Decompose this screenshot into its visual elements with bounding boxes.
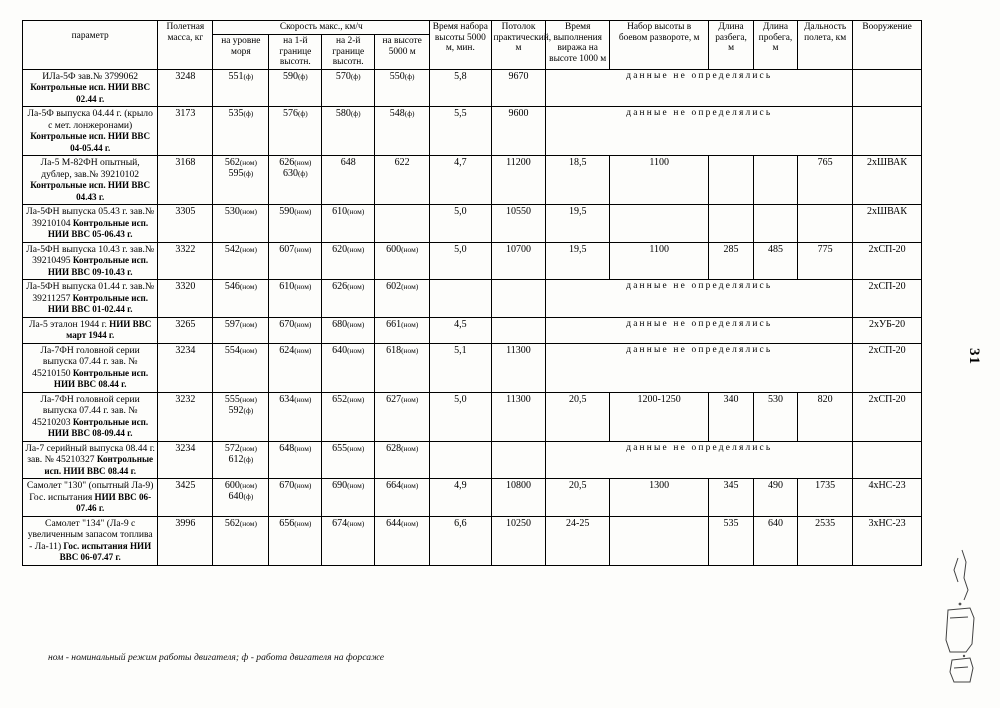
- cell-speed-boundary-1: 590(ф): [269, 69, 322, 107]
- cell-speed-boundary-1: 670(ном): [269, 479, 322, 517]
- cell-no-data-note: данные не определялись: [546, 280, 853, 318]
- cell-no-data-note: данные не определялись: [546, 107, 853, 156]
- cell-combat-climb: [609, 516, 708, 565]
- cell-landing-run: 485: [753, 242, 797, 280]
- cell-ceiling: 10700: [491, 242, 546, 280]
- cell-speed-boundary-1: 656(ном): [269, 516, 322, 565]
- header-speed-sea-level: на уровне моря: [213, 35, 269, 70]
- cell-aircraft-name: Ла-5ФН выпуска 05.43 г. зав.№ 39210104 Контрольные исп. НИИ ВВС 05-06.43 г.: [23, 205, 158, 243]
- header-speed-5000m: на высоте 5000 м: [375, 35, 430, 70]
- cell-combat-climb: [609, 205, 708, 243]
- cell-climb-time: 5,1: [430, 343, 491, 392]
- cell-takeoff-mass: 3248: [158, 69, 213, 107]
- cell-aircraft-name: Ла-7ФН головной серии выпуска 07.44 г. зав. № 45210150 Контрольные исп. НИИ ВВС 08.44 г.: [23, 343, 158, 392]
- header-landing-run: Длина пробега, м: [753, 21, 797, 70]
- cell-speed-sea-level: 572(ном) 612(ф): [213, 441, 269, 479]
- cell-armament: 2хШВАК: [853, 156, 922, 205]
- cell-speed-sea-level: 562(ном): [213, 516, 269, 565]
- cell-takeoff-mass: 3234: [158, 343, 213, 392]
- cell-ceiling: [491, 317, 546, 343]
- cell-speed-sea-level: 551(ф): [213, 69, 269, 107]
- cell-ceiling: 10800: [491, 479, 546, 517]
- cell-speed-5000m: 602(ном): [375, 280, 430, 318]
- cell-speed-sea-level: 535(ф): [213, 107, 269, 156]
- cell-takeoff-mass: 3305: [158, 205, 213, 243]
- cell-ceiling: 9670: [491, 69, 546, 107]
- cell-speed-5000m: 618(ном): [375, 343, 430, 392]
- cell-speed-boundary-1: 576(ф): [269, 107, 322, 156]
- header-takeoff-run: Длина разбега, м: [709, 21, 753, 70]
- cell-speed-5000m: 550(ф): [375, 69, 430, 107]
- cell-takeoff-mass: 3265: [158, 317, 213, 343]
- cell-ceiling: 9600: [491, 107, 546, 156]
- cell-no-data-note: данные не определялись: [546, 317, 853, 343]
- cell-landing-run: [753, 156, 797, 205]
- cell-speed-boundary-1: 610(ном): [269, 280, 322, 318]
- aircraft-spec-table: [22, 20, 922, 566]
- cell-aircraft-name: Самолет "130" (опытный Ла-9) Гос. испытания НИИ ВВС 06-07.46 г.: [23, 479, 158, 517]
- cell-armament: 2хСП-20: [853, 242, 922, 280]
- cell-speed-boundary-2: 640(ном): [322, 343, 375, 392]
- cell-speed-sea-level: 597(ном): [213, 317, 269, 343]
- table-row: [23, 280, 922, 318]
- cell-speed-boundary-2: 680(ном): [322, 317, 375, 343]
- cell-speed-sea-level: 546(ном): [213, 280, 269, 318]
- cell-ceiling: 11300: [491, 343, 546, 392]
- table-row: [23, 392, 922, 441]
- cell-speed-boundary-2: 648: [322, 156, 375, 205]
- table-row: [23, 69, 922, 107]
- cell-speed-5000m: 664(ном): [375, 479, 430, 517]
- cell-ceiling: 10250: [491, 516, 546, 565]
- cell-landing-run: 640: [753, 516, 797, 565]
- cell-armament: [853, 441, 922, 479]
- cell-climb-time: 4,7: [430, 156, 491, 205]
- cell-range: 2535: [798, 516, 853, 565]
- cell-armament: 4хНС-23: [853, 479, 922, 517]
- cell-turn-time: 20,5: [546, 392, 609, 441]
- table-footnote: ном - номинальный режим работы двигателя; ф - работа двигателя на форсаже: [48, 652, 385, 663]
- cell-speed-boundary-2: 652(ном): [322, 392, 375, 441]
- cell-aircraft-name: ИЛа-5Ф зав.№ 3799062 Контрольные исп. НИИ ВВС 02.44 г.: [23, 69, 158, 107]
- header-parameter: параметр: [23, 21, 158, 70]
- cell-speed-boundary-1: 634(ном): [269, 392, 322, 441]
- cell-range: 1735: [798, 479, 853, 517]
- cell-armament: 2хСП-20: [853, 392, 922, 441]
- cell-speed-boundary-2: 626(ном): [322, 280, 375, 318]
- cell-armament: 3хНС-23: [853, 516, 922, 565]
- cell-turn-time: 24-25: [546, 516, 609, 565]
- cell-range: 765: [798, 156, 853, 205]
- cell-speed-sea-level: 554(ном): [213, 343, 269, 392]
- cell-speed-boundary-1: 590(ном): [269, 205, 322, 243]
- cell-no-data-note: данные не определялись: [546, 69, 853, 107]
- cell-speed-boundary-2: 580(ф): [322, 107, 375, 156]
- cell-aircraft-name: Ла-5ФН выпуска 01.44 г. зав.№ 39211257 Контрольные исп. НИИ ВВС 01-02.44 г.: [23, 280, 158, 318]
- cell-speed-5000m: [375, 205, 430, 243]
- cell-takeoff-mass: 3234: [158, 441, 213, 479]
- cell-speed-boundary-2: 620(ном): [322, 242, 375, 280]
- cell-armament: 2хСП-20: [853, 343, 922, 392]
- cell-speed-sea-level: 600(ном) 640(ф): [213, 479, 269, 517]
- cell-takeoff-mass: 3425: [158, 479, 213, 517]
- header-combat-climb: Набор высоты в боевом развороте, м: [609, 21, 708, 70]
- cell-aircraft-name: Ла-5 эталон 1944 г. НИИ ВВС март 1944 г.: [23, 317, 158, 343]
- cell-no-data-note: данные не определялись: [546, 441, 853, 479]
- cell-speed-boundary-2: 674(ном): [322, 516, 375, 565]
- cell-landing-run: 490: [753, 479, 797, 517]
- table-body: [23, 69, 922, 565]
- cell-ceiling: [491, 280, 546, 318]
- cell-takeoff-run: 345: [709, 479, 753, 517]
- table-row: [23, 516, 922, 565]
- spec-table-container: [22, 20, 922, 566]
- cell-climb-time: 5,8: [430, 69, 491, 107]
- cell-combat-climb: 1300: [609, 479, 708, 517]
- cell-aircraft-name: Ла-5 М-82ФН опытный, дублер, зав.№ 39210102 Контрольные исп. НИИ ВВС 04.43 г.: [23, 156, 158, 205]
- cell-takeoff-run: 535: [709, 516, 753, 565]
- cell-aircraft-name: Ла-5Ф выпуска 04.44 г. (крыло с мет. лонжеронами) Контрольные исп. НИИ ВВС 04-05.44 г.: [23, 107, 158, 156]
- cell-speed-5000m: 644(ном): [375, 516, 430, 565]
- cell-speed-5000m: 622: [375, 156, 430, 205]
- cell-climb-time: [430, 441, 491, 479]
- cell-armament: 2хУБ-20: [853, 317, 922, 343]
- cell-speed-5000m: 600(ном): [375, 242, 430, 280]
- cell-armament: 2хСП-20: [853, 280, 922, 318]
- cell-speed-5000m: 661(ном): [375, 317, 430, 343]
- header-ceiling: Потолок практический, м: [491, 21, 546, 70]
- cell-armament: [853, 107, 922, 156]
- cell-armament: [853, 69, 922, 107]
- table-row: [23, 343, 922, 392]
- cell-ceiling: 11300: [491, 392, 546, 441]
- cell-armament: 2хШВАК: [853, 205, 922, 243]
- table-row: [23, 205, 922, 243]
- cell-range: 775: [798, 242, 853, 280]
- cell-speed-5000m: 628(ном): [375, 441, 430, 479]
- cell-combat-climb: 1100: [609, 156, 708, 205]
- page-number: 31: [966, 348, 982, 365]
- cell-climb-time: 5,0: [430, 392, 491, 441]
- cell-aircraft-name: Ла-7ФН головной серии выпуска 07.44 г. зав. № 45210203 Контрольные исп. НИИ ВВС 08-09.44 г.: [23, 392, 158, 441]
- cell-takeoff-mass: 3173: [158, 107, 213, 156]
- cell-speed-5000m: 627(ном): [375, 392, 430, 441]
- cell-climb-time: 6,6: [430, 516, 491, 565]
- header-speed-boundary-1: на 1-й границе высотн.: [269, 35, 322, 70]
- cell-takeoff-mass: 3168: [158, 156, 213, 205]
- table-row: [23, 242, 922, 280]
- cell-speed-boundary-2: 570(ф): [322, 69, 375, 107]
- cell-combat-climb: 1100: [609, 242, 708, 280]
- cell-ceiling: 11200: [491, 156, 546, 205]
- cell-landing-run: 530: [753, 392, 797, 441]
- cell-turn-time: 19,5: [546, 242, 609, 280]
- header-turn-time: Время выполнения виража на высоте 1000 м: [546, 21, 609, 70]
- cell-speed-sea-level: 562(ном) 595(ф): [213, 156, 269, 205]
- cell-range: [798, 205, 853, 243]
- cell-climb-time: [430, 280, 491, 318]
- cell-takeoff-run: 340: [709, 392, 753, 441]
- cell-speed-sea-level: 555(ном) 592(ф): [213, 392, 269, 441]
- table-row: [23, 441, 922, 479]
- header-takeoff-mass: Полетная масса, кг: [158, 21, 213, 70]
- header-speed-group: Скорость макс., км/ч: [213, 21, 430, 35]
- cell-climb-time: 5,5: [430, 107, 491, 156]
- cell-speed-boundary-1: 607(ном): [269, 242, 322, 280]
- cell-speed-sea-level: 542(ном): [213, 242, 269, 280]
- table-row: [23, 107, 922, 156]
- margin-figure-artifact: [940, 548, 986, 688]
- cell-takeoff-mass: 3320: [158, 280, 213, 318]
- cell-climb-time: 4,9: [430, 479, 491, 517]
- cell-ceiling: [491, 441, 546, 479]
- table-row: [23, 156, 922, 205]
- cell-takeoff-run: [709, 205, 753, 243]
- cell-aircraft-name: Ла-7 серийный выпуска 08.44 г. зав. № 45210327 Контрольные исп. НИИ ВВС 08.44 г.: [23, 441, 158, 479]
- header-armament: Вооружение: [853, 21, 922, 70]
- cell-range: 820: [798, 392, 853, 441]
- cell-climb-time: 5,0: [430, 242, 491, 280]
- cell-speed-sea-level: 530(ном): [213, 205, 269, 243]
- cell-aircraft-name: Самолет "134" (Ла-9 с увеличенным запасом топлива - Ла-11) Гос. испытания НИИ ВВС 06-07.47 г.: [23, 516, 158, 565]
- header-climb-time: Время набора высоты 5000 м, мин.: [430, 21, 491, 70]
- cell-speed-boundary-1: 648(ном): [269, 441, 322, 479]
- cell-speed-boundary-2: 610(ном): [322, 205, 375, 243]
- cell-takeoff-mass: 3232: [158, 392, 213, 441]
- cell-aircraft-name: Ла-5ФН выпуска 10.43 г. зав.№ 39210495 Контрольные исп. НИИ ВВС 09-10.43 г.: [23, 242, 158, 280]
- cell-takeoff-mass: 3996: [158, 516, 213, 565]
- cell-speed-boundary-2: 690(ном): [322, 479, 375, 517]
- cell-speed-boundary-1: 624(ном): [269, 343, 322, 392]
- table-row: [23, 317, 922, 343]
- header-speed-boundary-2: на 2-й границе высотн.: [322, 35, 375, 70]
- cell-no-data-note: данные не определялись: [546, 343, 853, 392]
- header-range: Дальность полета, км: [798, 21, 853, 70]
- cell-speed-boundary-1: 670(ном): [269, 317, 322, 343]
- cell-takeoff-mass: 3322: [158, 242, 213, 280]
- cell-turn-time: 19,5: [546, 205, 609, 243]
- cell-speed-5000m: 548(ф): [375, 107, 430, 156]
- cell-takeoff-run: 285: [709, 242, 753, 280]
- cell-speed-boundary-2: 655(ном): [322, 441, 375, 479]
- cell-speed-boundary-1: 626(ном) 630(ф): [269, 156, 322, 205]
- table-header: [23, 21, 922, 70]
- cell-ceiling: 10550: [491, 205, 546, 243]
- cell-climb-time: 5,0: [430, 205, 491, 243]
- cell-climb-time: 4,5: [430, 317, 491, 343]
- cell-turn-time: 18,5: [546, 156, 609, 205]
- cell-combat-climb: 1200-1250: [609, 392, 708, 441]
- table-row: [23, 479, 922, 517]
- cell-takeoff-run: [709, 156, 753, 205]
- cell-turn-time: 20,5: [546, 479, 609, 517]
- cell-landing-run: [753, 205, 797, 243]
